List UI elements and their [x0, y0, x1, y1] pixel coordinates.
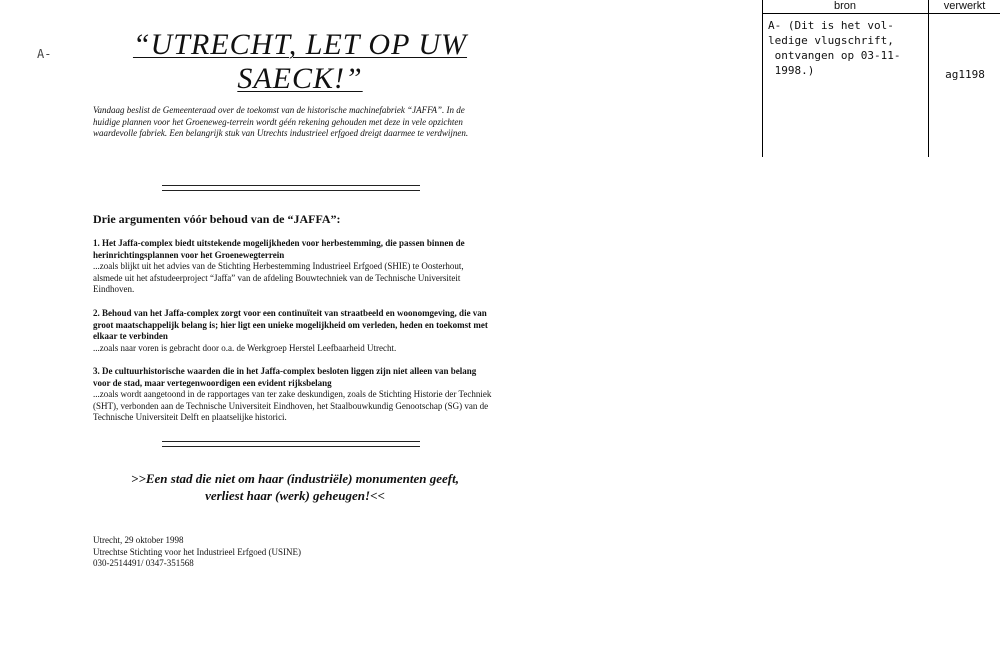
table-border-left: [762, 0, 763, 157]
slogan: [110, 470, 480, 504]
argument-1-claim: 1. Het Jaffa-complex biedt uitstekende mogelijkheden voor herbestemming, die passen binnen de herinrichtingsplannen voor het Groenewegterrein: [93, 238, 465, 260]
table-border-middle: [928, 0, 929, 157]
footer-phone: 030-2514491/ 0347-351568: [93, 558, 194, 568]
archive-table: [762, 0, 1000, 157]
footer-date: Utrecht, 29 oktober 1998: [93, 535, 184, 545]
argument-2: [93, 308, 493, 354]
slogan-line-2: verliest haar (werk) geheugen!<<: [205, 488, 385, 503]
separator-line: [162, 185, 420, 191]
argument-2-support: ...zoals naar voren is gebracht door o.a. de Werkgroep Herstel Leefbaarheid Utrecht.: [93, 342, 397, 353]
argument-1: [93, 238, 493, 296]
argument-3-claim: 3. De cultuurhistorische waarden die in het Jaffa-complex besloten liggen zijn niet alleen van belang voor de stad, maar vertegenwoordigen een evident rijksbelang: [93, 366, 477, 388]
arguments-heading: Drie argumenten vóór behoud van de “JAFFA”:: [93, 212, 341, 226]
footer-organisation: Utrechtse Stichting voor het Industrieel Erfgoed (USINE): [93, 546, 301, 557]
verwerkt-cell: ag1198: [945, 68, 985, 81]
argument-2-claim: 2. Behoud van het Jaffa-complex zorgt voor een continuïteit van straatbeeld en woonomgeving, die van groot maatschappelijk belang is; hier ligt een unieke mogelijkheid om verleden, heden en toekomst met elkaar te verbinden: [93, 308, 488, 341]
separator-line: [162, 441, 420, 447]
argument-3: [93, 366, 493, 424]
leaflet-title: [120, 28, 480, 96]
header-verwerkt: verwerkt: [929, 0, 1000, 14]
argument-3-support: ...zoals wordt aangetoond in de rapportages van ter zake deskundigen, zoals de Stichting Historie der Techniek (SHT), verbonden aan de Technische Universiteit Eindhoven, het Staalbouwkundig Genootschap (SG) van de Technische Universiteit Delft en plaatselijke historici.: [93, 389, 492, 422]
argument-1-support: ...zoals blijkt uit het advies van de Stichting Herbestemming Industrieel Erfgoed (SHIE) te Oosterhout, alsmede uit het afstudeerproject “Jaffa” van de afdeling Bouwtechniek van de Technische Universiteit Eindhoven.: [93, 261, 464, 294]
slogan-line-1: >>Een stad die niet om haar (industriële) monumenten geeft,: [131, 471, 459, 486]
intro-paragraph: Vandaag beslist de Gemeenteraad over de toekomst van de historische machinefabriek “JAFFA”. In de huidige plannen voor het Groeneweg-terrein wordt géén rekening gehouden met deze in vele opzichten waardevolle fabriek. Een belangrijk stuk van Utrechts industrieel erfgoed dreigt daarmee te verdwijnen.: [93, 105, 469, 138]
bron-cell: A- (Dit is het vol- ledige vlugschrift, ontvangen op 03-11- 1998.): [768, 19, 901, 77]
leaflet-title-text: “UTRECHT, LET OP UW SAECK!”: [132, 28, 468, 95]
header-bron: bron: [762, 0, 928, 14]
footer-signature: [93, 535, 301, 570]
margin-marker: A-: [37, 47, 52, 61]
